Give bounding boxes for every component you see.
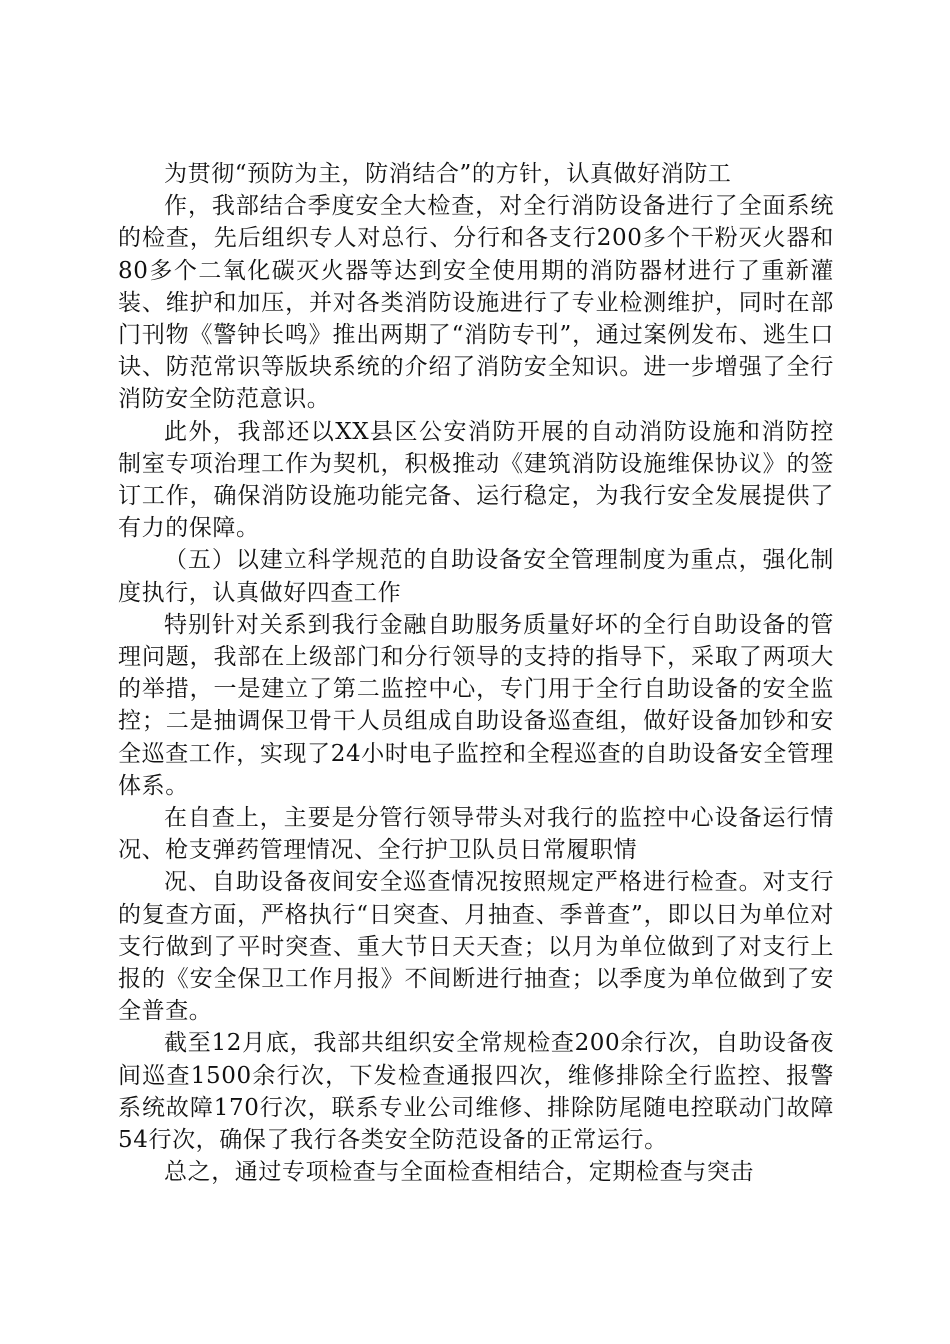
paragraph-branch-review: 况、自助设备夜间安全巡查情况按照规定严格进行检查。对支行的复查方面，严格执行“日突查、月抽查、季普查”，即以日为单位对支行做到了平时突查、重大节日天天查；以月为单位做到了对支行上报的《安全保卫工作月报》不间断进行抽查；以季度为单位做到了安全普查。: [118, 869, 834, 1025]
paragraph-self-service-equipment: 特别针对关系到我行金融自助服务质量好坏的全行自助设备的管理问题，我部在上级部门和分行领导的支持的指导下，采取了两项大的举措，一是建立了第二监控中心，专门用于全行自助设备的安全监控；二是抽调保卫骨干人员组成自助设备巡查组，做好设备加钞和安全巡查工作，实现了24小时电子监控和全程巡查的自助设备安全管理体系。: [118, 611, 834, 799]
paragraph-fire-inspection: 作，我部结合季度安全大检查，对全行消防设备进行了全面系统的检查，先后组织专人对总行、分行和各支行200多个干粉灭火器和80多个二氧化碳灭火器等达到安全使用期的消防器材进行了重新灌装、维护和加压，并对各类消防设施进行了专业检测维护，同时在部门刊物《警钟长鸣》推出两期了“消防专刊”，通过案例发布、逃生口诀、防范常识等版块系统的介绍了消防安全知识。进一步增强了全行消防安全防范意识。: [118, 193, 834, 413]
document-body: [118, 158, 834, 1189]
section-heading-five: （五）以建立科学规范的自助设备安全管理制度为重点，强化制度执行，认真做好四查工作: [118, 547, 834, 606]
paragraph-fire-policy: 为贯彻“预防为主，防消结合”的方针，认真做好消防工: [164, 161, 732, 187]
paragraph-year-end-statistics: 截至12月底，我部共组织安全常规检查200余行次，自助设备夜间巡查1500余行次，下发检查通报四次，维修排除全行监控、报警系统故障170行次，联系专业公司维修、排除防尾随电控联动门故障54行次，确保了我行各类安全防范设备的正常运行。: [118, 1030, 834, 1154]
paragraph-fire-facilities: 此外，我部还以XX县区公安消防开展的自动消防设施和消防控制室专项治理工作为契机，积极推动《建筑消防设施维保协议》的签订工作，确保消防设施功能完备、运行稳定，为我行安全发展提供了有力的保障。: [118, 418, 834, 542]
paragraph-summary: 总之，通过专项检查与全面检查相结合，定期检查与突击: [164, 1159, 754, 1186]
paragraph-self-inspection: 在自查上，主要是分管行领导带头对我行的监控中心设备运行情况、枪支弹药管理情况、全行护卫队员日常履职情: [118, 805, 834, 864]
